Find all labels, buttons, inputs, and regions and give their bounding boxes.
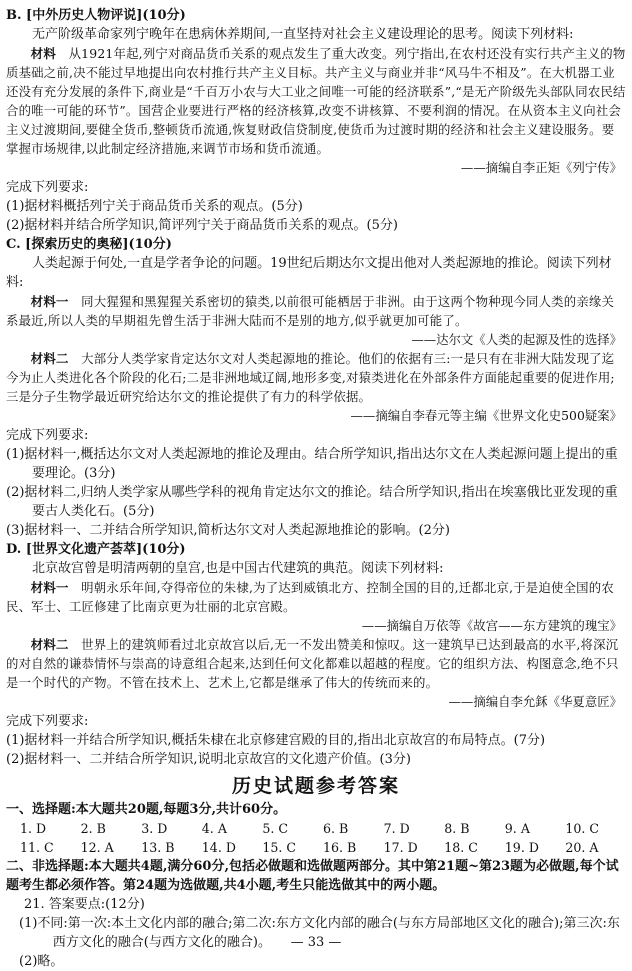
section-d-question-2: (2)据材料一、二并结合所学知识,说明北京故宫的文化遗产价值。(3分): [6, 752, 411, 767]
answer-key-title: 历史试题参考答案: [231, 775, 400, 797]
mc-answer: 6. B: [322, 821, 349, 836]
q21-answer-2: (2)略。: [19, 954, 64, 969]
section-d-material-2: [6, 635, 626, 692]
section-b-source: ——摘编自李正矩《列宁传》: [460, 160, 622, 175]
material-text: 明朝永乐年间,夺得帝位的朱棣,为了达到威镇北方、控制全国的目的,迁都北京,于是迫使全国的农民、军士、工匠修建了比南京更为壮丽的北京宫殿。: [6, 580, 614, 614]
material-text: 从1921年起,列宁对商品货币关系的观点发生了重大改变。列宁指出,在农村还没有实行共产主义的物质基础之前,决不能过早地提出向农村推行共产主义目标。共产主义与商业并非“风马牛不相及”。在大机器工业还没有充分发展的条件下,商业是“千百万小农与大工业之间唯一可能的经济联系”,“是无产阶级先头部队同农民结合的唯一可能的环节”。国营企业要进行严格的经济核算,改变不讲核算、不要利润的情况。在从资本主义向社会主义过渡期间,要健全货币,整顿货币流通,恢复财政信贷制度,使货币为过渡时期的经济和社会主义建设服务。要掌握市场规律,以此制定经济措施,来调节市场和货币流通。: [6, 46, 626, 156]
section-c-source-2: ——摘编自李春元等主编《世界文化史500疑案》: [350, 408, 622, 423]
section-b-question-2: (2)据材料并结合所学知识,简评列宁关于商品货币关系的观点。(5分): [6, 218, 398, 233]
section-c-question-1: (1)据材料一,概括达尔文对人类起源地的推论及理由。结合所学知识,指出达尔文在人类起源问题上提出的重要理论。(3分): [6, 447, 618, 481]
section-c-material-2: [6, 349, 626, 406]
section-c-intro: 人类起源于何处,一直是学者争论的问题。19世纪后期达尔文提出他对人类起源地的推论。阅读下列材料:: [6, 256, 612, 290]
mc-answer: 19. D: [504, 840, 539, 855]
section-d-requirements-label: 完成下列要求:: [6, 714, 89, 729]
mc-answer: 18. C: [444, 840, 478, 855]
section-d-source-1: ——摘编自万依等《故宫——东方建筑的瑰宝》: [361, 618, 622, 633]
mc-answer: 11. C: [20, 840, 54, 855]
section-b-material: [6, 44, 626, 158]
mc-answer: 2. B: [80, 821, 106, 836]
section-b-heading: B. [中外历史人物评说](10分): [6, 8, 186, 23]
section-c-heading: C. [探索历史的奥秘](10分): [6, 237, 172, 252]
material-label: 材料一: [30, 580, 69, 595]
section-c-question-3: (3)据材料一、二并结合所学知识,简析达尔文对人类起源地推论的影响。(2分): [6, 523, 450, 538]
material-label: 材料一: [30, 294, 69, 309]
q21-label: 21. 答案要点:(12分): [24, 897, 145, 912]
mc-answer: 9. A: [504, 821, 530, 836]
page-number: — 33 —: [290, 935, 342, 950]
section-c-requirements-label: 完成下列要求:: [6, 428, 89, 443]
material-text: 大部分人类学家肯定达尔文对人类起源地的推论。他们的依据有三:一是只有在非洲大陆发现了迄今为止人类进化各个阶段的化石;二是非洲地域辽阔,地形多变,对猿类进化在外部条件方面能起重要的促进作用;三是分子生物学最近研究给达尔文的推论提供了有力的科学依据。: [6, 351, 615, 404]
mc-answer: 14. D: [201, 840, 236, 855]
mc-answer: 20. A: [565, 840, 599, 855]
mc-answer: 1. D: [20, 821, 47, 836]
mc-answer: 10. C: [565, 821, 600, 836]
mc-answer: 3. D: [141, 821, 168, 836]
mc-answers-row-1: [6, 819, 626, 838]
material-text: 世界上的建筑师看过北京故宫以后,无一不发出赞美和惊叹。这一建筑早已达到最高的水平,将深沉的对自然的谦恭情怀与崇高的诗意组合起来,达到任何文化都难以超越的程度。它的组织方法、构图意念,绝不只是一个时代的产物。不管在技术上、艺术上,它都是继承了伟大的传统而来的。: [6, 637, 619, 690]
exam-page: [6, 6, 626, 971]
section-b-question-1: (1)据材料概括列宁关于商品货币关系的观点。(5分): [6, 199, 303, 214]
mc-answer: 8. B: [444, 821, 470, 836]
section-c-material-1: [6, 292, 626, 330]
mc-answers-row-2: [6, 838, 626, 857]
mc-answer: 5. C: [262, 821, 289, 836]
section-d-question-1: (1)据材料一并结合所学知识,概括朱棣在北京修建宫殿的目的,指出北京故宫的布局特点。(7分): [6, 733, 546, 748]
section-b-intro: 无产阶级革命家列宁晚年在患病休养期间,一直坚持对社会主义建设理论的思考。阅读下列材料:: [32, 27, 574, 42]
answers-part-1-heading: 一、选择题:本大题共20题,每题3分,共计60分。: [6, 802, 287, 817]
q21-answer-1: (1)不同:第一次:本土文化内部的融合;第二次:东方文化内部的融合(与东方局部地区文化的融合);第三次:东西方文化的融合(与西方文化的融合)。: [19, 916, 620, 950]
material-label: 材料二: [30, 637, 69, 652]
answers-part-2-heading: 二、非选择题:本大题共4题,满分60分,包括必做题和选做题两部分。其中第21题~第23题为必做题,每个试题考生都必须作答。第24题为选做题,共4小题,考生只能选做其中的两小题。: [6, 859, 619, 893]
mc-answer: 17. D: [383, 840, 418, 855]
material-label: 材料: [30, 46, 56, 61]
material-label: 材料二: [30, 351, 69, 366]
mc-answer: 4. A: [201, 821, 227, 836]
section-b-requirements-label: 完成下列要求:: [6, 180, 89, 195]
section-d-intro: 北京故宫曾是明清两朝的皇宫,也是中国古代建筑的典范。阅读下列材料:: [32, 561, 444, 576]
section-c-question-2: (2)据材料二,归纳人类学家从哪些学科的视角肯定达尔文的推论。结合所学知识,指出在埃塞俄比亚发现的重要古人类化石。(5分): [6, 485, 618, 519]
section-d-material-1: [6, 578, 626, 616]
mc-answer: 7. D: [383, 821, 410, 836]
mc-answer: 13. B: [141, 840, 175, 855]
material-text: 同大猩猩和黑猩猩关系密切的猿类,以前很可能栖居于非洲。由于这两个物种现今同人类的亲缘关系最近,所以人类的早期祖先曾生活于非洲大陆而不是别的地方,似乎就更加可能了。: [6, 294, 615, 328]
section-c-source-1: ——达尔文《人类的起源及性的选择》: [411, 332, 622, 347]
section-d-source-2: ——摘编自李允鉌《华夏意匠》: [448, 694, 622, 709]
mc-answer: 15. C: [262, 840, 297, 855]
mc-answer: 12. A: [80, 840, 114, 855]
mc-answer: 16. B: [322, 840, 357, 855]
section-d-heading: D. [世界文化遗产荟萃](10分): [6, 542, 186, 557]
